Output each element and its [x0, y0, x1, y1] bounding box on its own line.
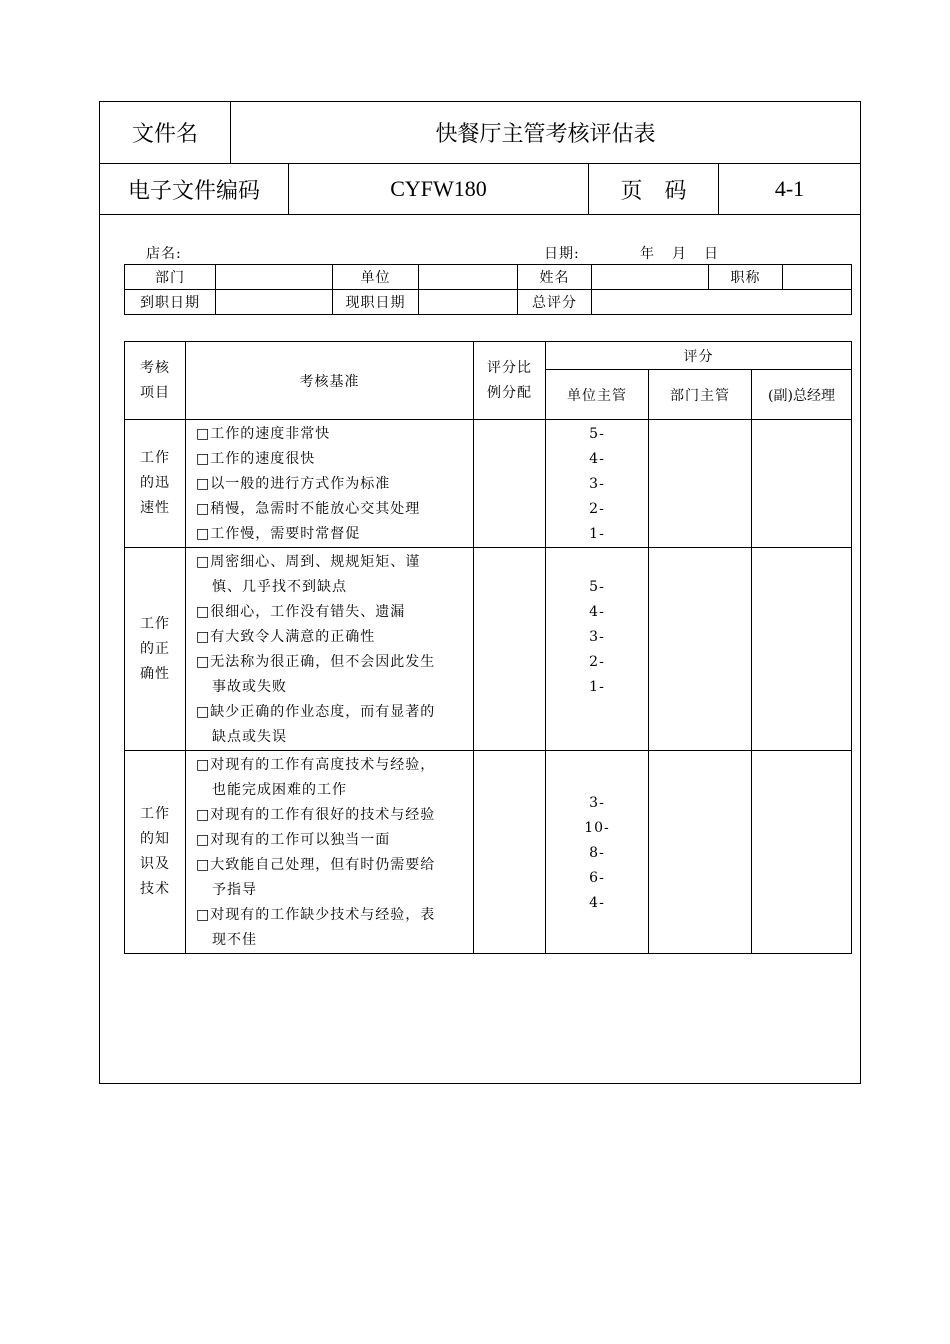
item-line: 工作 [140, 450, 170, 466]
criteria-accuracy [186, 548, 474, 751]
dept-value[interactable] [216, 265, 333, 290]
item-line: 的迅 [140, 475, 170, 491]
header-row-2 [100, 164, 860, 215]
current-date-value[interactable] [419, 290, 518, 315]
criteria-option[interactable]: □稍慢，急需时不能放心交其处理 [196, 501, 421, 517]
hire-date-value[interactable] [216, 290, 333, 315]
score-option: 4- [589, 604, 605, 620]
score-option: 3- [589, 629, 605, 645]
criteria-option[interactable]: □工作的速度非常快 [196, 426, 331, 442]
criteria-option[interactable]: □对现有的工作有很好的技术与经验 [196, 807, 436, 823]
criteria-option[interactable]: □对现有的工作缺少技术与经验，表 [196, 907, 436, 923]
score-option: 8- [589, 845, 605, 861]
dept-manager-score-cell[interactable] [649, 420, 752, 548]
item-line: 工作 [140, 806, 170, 822]
item-line: 确性 [140, 665, 170, 682]
date-label: 日期: [544, 246, 580, 262]
date-month: 月 [672, 246, 687, 262]
table-row [125, 751, 852, 954]
criteria-option[interactable]: □以一般的进行方式作为标准 [196, 476, 391, 492]
criteria-option-cont: 事故或失败 [212, 679, 287, 695]
header-item-line-2: 项目 [140, 384, 170, 401]
criteria-option[interactable]: □缺少正确的作业态度，而有显著的 [196, 704, 436, 720]
item-line: 的正 [140, 640, 170, 657]
score-option: 3- [589, 476, 605, 492]
criteria-option[interactable]: □对现有的工作可以独当一面 [196, 832, 391, 848]
title-value[interactable] [783, 265, 852, 290]
store-label: 店名: [146, 246, 182, 262]
unit-manager-scores[interactable] [546, 548, 649, 751]
score-option: 1- [589, 526, 605, 542]
header-unit-manager: 单位主管 [546, 370, 649, 420]
page-value: 4-1 [718, 164, 860, 214]
general-manager-score-cell[interactable] [752, 548, 852, 751]
ratio-cell[interactable] [474, 548, 546, 751]
header-score: 评分 [546, 342, 852, 370]
hire-date-label: 到职日期 [125, 290, 216, 315]
title-label: 职称 [709, 265, 783, 290]
criteria-option[interactable]: □工作慢，需要时常督促 [196, 526, 361, 542]
evaluation-table [124, 341, 852, 954]
date-year: 年 [640, 246, 655, 262]
name-value[interactable] [592, 265, 709, 290]
score-option: 2- [589, 501, 605, 517]
score-option: 5- [589, 426, 605, 442]
criteria-option[interactable]: □大致能自己处理，但有时仍需要给 [196, 857, 436, 873]
item-line: 的知 [140, 831, 170, 847]
item-line: 技术 [140, 881, 170, 897]
score-option: 5- [589, 579, 605, 595]
score-option: 4- [589, 895, 605, 911]
name-label: 姓名 [518, 265, 592, 290]
criteria-option[interactable]: □对现有的工作有高度技术与经验， [196, 757, 436, 773]
table-row [125, 548, 852, 751]
criteria-option-cont: 予指导 [212, 882, 257, 898]
score-option: 10- [584, 820, 610, 836]
header-criteria: 考核基准 [186, 342, 474, 420]
criteria-option[interactable]: □无法称为很正确，但不会因此发生 [196, 654, 436, 670]
item-line: 工作 [140, 615, 170, 632]
item-knowledge [125, 751, 186, 954]
total-score-value[interactable] [592, 290, 852, 315]
item-line: 速性 [140, 500, 170, 516]
criteria-option[interactable]: □有大致令人满意的正确性 [196, 629, 376, 645]
header-row-1 [100, 102, 860, 164]
current-date-label: 现职日期 [333, 290, 419, 315]
header-ratio-line-1: 评分比 [487, 359, 532, 376]
criteria-option-cont: 也能完成困难的工作 [212, 782, 347, 798]
general-manager-score-cell[interactable] [752, 751, 852, 954]
unit-manager-scores[interactable] [546, 420, 649, 548]
criteria-option-cont: 慎、几乎找不到缺点 [212, 579, 347, 595]
e-file-code-label: 电子文件编码 [127, 178, 260, 204]
e-file-code: CYFW180 [288, 164, 588, 214]
date-day: 日 [704, 246, 719, 262]
header-item-line-1: 考核 [140, 359, 170, 376]
criteria-option[interactable]: □很细心，工作没有错失、遗漏 [196, 604, 406, 620]
file-name-label: 文件名 [131, 122, 198, 147]
employee-info-table [124, 264, 852, 315]
score-option: 6- [589, 870, 605, 886]
item-accuracy [125, 548, 186, 751]
table-row [125, 420, 852, 548]
header-general-manager: (副)总经理 [752, 370, 852, 420]
criteria-knowledge [186, 751, 474, 954]
dept-label: 部门 [125, 265, 216, 290]
criteria-option-cont: 现不佳 [212, 932, 257, 948]
score-option: 1- [589, 679, 605, 695]
document-title: 快餐厅主管考核评估表 [230, 102, 860, 163]
unit-value[interactable] [419, 265, 518, 290]
criteria-option[interactable]: □周密细心、周到、规规矩矩、谨 [196, 554, 421, 570]
score-option: 2- [589, 654, 605, 670]
dept-manager-score-cell[interactable] [649, 751, 752, 954]
header-dept-manager: 部门主管 [649, 370, 752, 420]
total-score-label: 总评分 [518, 290, 592, 315]
criteria-option[interactable]: □工作的速度很快 [196, 451, 316, 467]
ratio-cell[interactable] [474, 420, 546, 548]
unit-label: 单位 [333, 265, 419, 290]
dept-manager-score-cell[interactable] [649, 548, 752, 751]
general-manager-score-cell[interactable] [752, 420, 852, 548]
item-speed [125, 420, 186, 548]
score-option: 4- [589, 451, 605, 467]
header-ratio [474, 342, 546, 420]
header-item [125, 342, 186, 420]
unit-manager-scores[interactable] [546, 751, 649, 954]
criteria-speed [186, 420, 474, 548]
ratio-cell[interactable] [474, 751, 546, 954]
header-ratio-line-2: 例分配 [487, 384, 532, 401]
item-line: 识及 [140, 856, 170, 872]
score-option: 3- [589, 795, 605, 811]
criteria-option-cont: 缺点或失误 [212, 729, 287, 745]
page-label: 页 码 [588, 164, 718, 214]
